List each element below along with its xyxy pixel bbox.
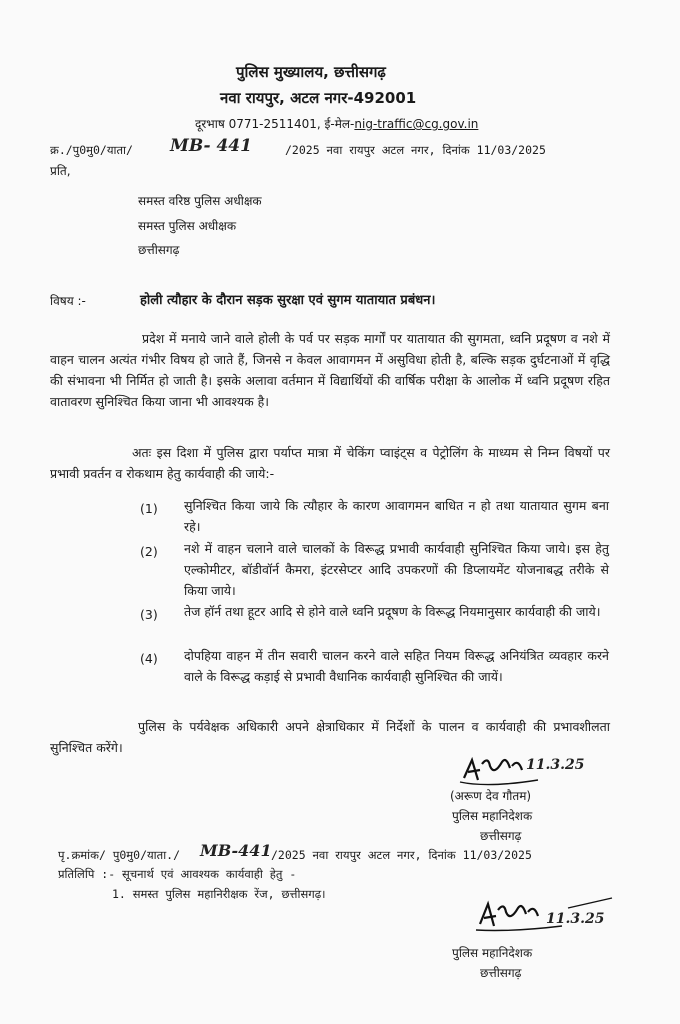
recipient-line: समस्त वरिष्ठ पुलिस अधीक्षक: [138, 194, 262, 208]
header-phone-label: दूरभाष 0771-2511401, ई-मेल-: [195, 117, 355, 131]
ref-suffix: /2025 नवा रायपुर अटल नगर, दिनांक 11/03/2025: [285, 143, 546, 157]
signature-1-scrawl-text: [464, 756, 494, 769]
copy-to-item: 1. समस्त पुलिस महानिरीक्षक रेंज, छत्तीसगढ़।: [112, 887, 326, 901]
body-paragraph-3: पुलिस के पर्यवेक्षक अधिकारी अपने क्षेत्राधिकार में निर्देशों के पालन व कार्यवाही की प्रभावशीलता सुनिश्चित करेंगे।: [50, 719, 610, 755]
endorsement-handwritten-number: MB-441: [200, 841, 272, 860]
header-address: नवा रायपुर, अटल नगर-492001: [220, 89, 417, 107]
ref-handwritten-number: MB- 441: [170, 136, 252, 156]
copy-to-line: प्रतिलिपि :- सूचनार्थ एवं आवश्यक कार्यवाही हेतु -: [58, 867, 297, 881]
header-office: पुलिस मुख्यालय, छत्तीसगढ़: [236, 63, 386, 81]
endorsement-prefix: पृ.क्रमांक/ पु0मु0/याता./: [58, 848, 181, 862]
ref-prefix: क्र./पु0मु0/याता/: [50, 143, 133, 157]
item-text: सुनिश्चित किया जाये कि त्यौहार के कारण आवागमन बाधित न हो तथा यातायात सुगम बना रहे।: [184, 498, 609, 534]
signatory-state: छत्तीसगढ़: [480, 966, 522, 980]
signature-2-scrawl-text: [480, 900, 510, 913]
subject-label: विषय :-: [50, 294, 86, 308]
signature-2-date: 11.3.25: [546, 911, 605, 927]
signatory-designation: पुलिस महानिदेशक: [452, 946, 533, 960]
subject-text: होली त्यौहार के दौरान सड़क सुरक्षा एवं सुगम यातायात प्रबंधन।: [140, 293, 436, 308]
signature-1-date: 11.3.25: [526, 757, 585, 773]
header-contact: [195, 115, 478, 132]
signatory-designation: पुलिस महानिदेशक: [452, 809, 533, 823]
item-number: (2): [140, 544, 158, 559]
item-number: (4): [140, 651, 158, 666]
item-number: (3): [140, 607, 158, 622]
item-text: दोपहिया वाहन में तीन सवारी चालन करने वाले सहित नियम विरूद्ध अनियंत्रित व्यवहार करने वाले के विरूद्ध कड़ाई से प्रभावी वैधानिक कार्यवाही सुनिश्चित की जायें।: [184, 648, 609, 684]
recipient-line: समस्त पुलिस अधीक्षक: [138, 219, 237, 233]
body-paragraph-1: प्रदेश में मनाये जाने वाले होली के पर्व पर सड़क मार्गों पर यातायात की सुगमता, ध्वनि प्रदूषण व नशे में वाहन चालन अत्यंत गंभीर विषय हो जाते हैं, जिनसे न केवल आवागमन में असुविधा होती है, बल्कि सड़क दुर्घटनाओं में वृद्धि की संभावना भी निर्मित हो जाती है। इसके अलावा वर्तमान में विद्यार्थियों की वार्षिक परीक्षा के आलोक में ध्वनि प्रदूषण रहित वातावरण सुनिश्चित किया जाना भी आवश्यक है।: [50, 331, 610, 409]
item-text: तेज हॉर्न तथा हूटर आदि से होने वाले ध्वनि प्रदूषण के विरूद्ध नियमानुसार कार्यवाही की जाये।: [184, 604, 601, 619]
endorsement-suffix: /2025 नवा रायपुर अटल नगर, दिनांक 11/03/2025: [271, 848, 532, 862]
prati-label: प्रति,: [50, 164, 71, 178]
body-paragraph-2: अतः इस दिशा में पुलिस द्वारा पर्याप्त मात्रा में चेकिंग प्वाइंट्स व पेट्रोलिंग के माध्यम से निम्न विषयों पर प्रभावी प्रवर्तन व रोकथाम हेतु कार्यवाही की जाये:-: [50, 445, 610, 481]
item-number: (1): [140, 501, 158, 516]
signatory-name: (अरूण देव गौतम): [450, 789, 532, 803]
signatory-state: छत्तीसगढ़: [480, 829, 522, 843]
recipient-line: छत्तीसगढ़: [138, 243, 180, 257]
header-email[interactable]: nig-traffic@cg.gov.in: [354, 117, 479, 131]
item-text: नशे में वाहन चलाने वाले चालकों के विरूद्ध प्रभावी कार्यवाही सुनिश्चित किया जाये। इस हेतु एल्कोमीटर, बॉडीवॉर्न कैमरा, इंटरसेप्टर आदि उपकरणों की डिप्लायमेंट योजनाबद्ध तरीके से किया जाये।: [184, 541, 609, 598]
